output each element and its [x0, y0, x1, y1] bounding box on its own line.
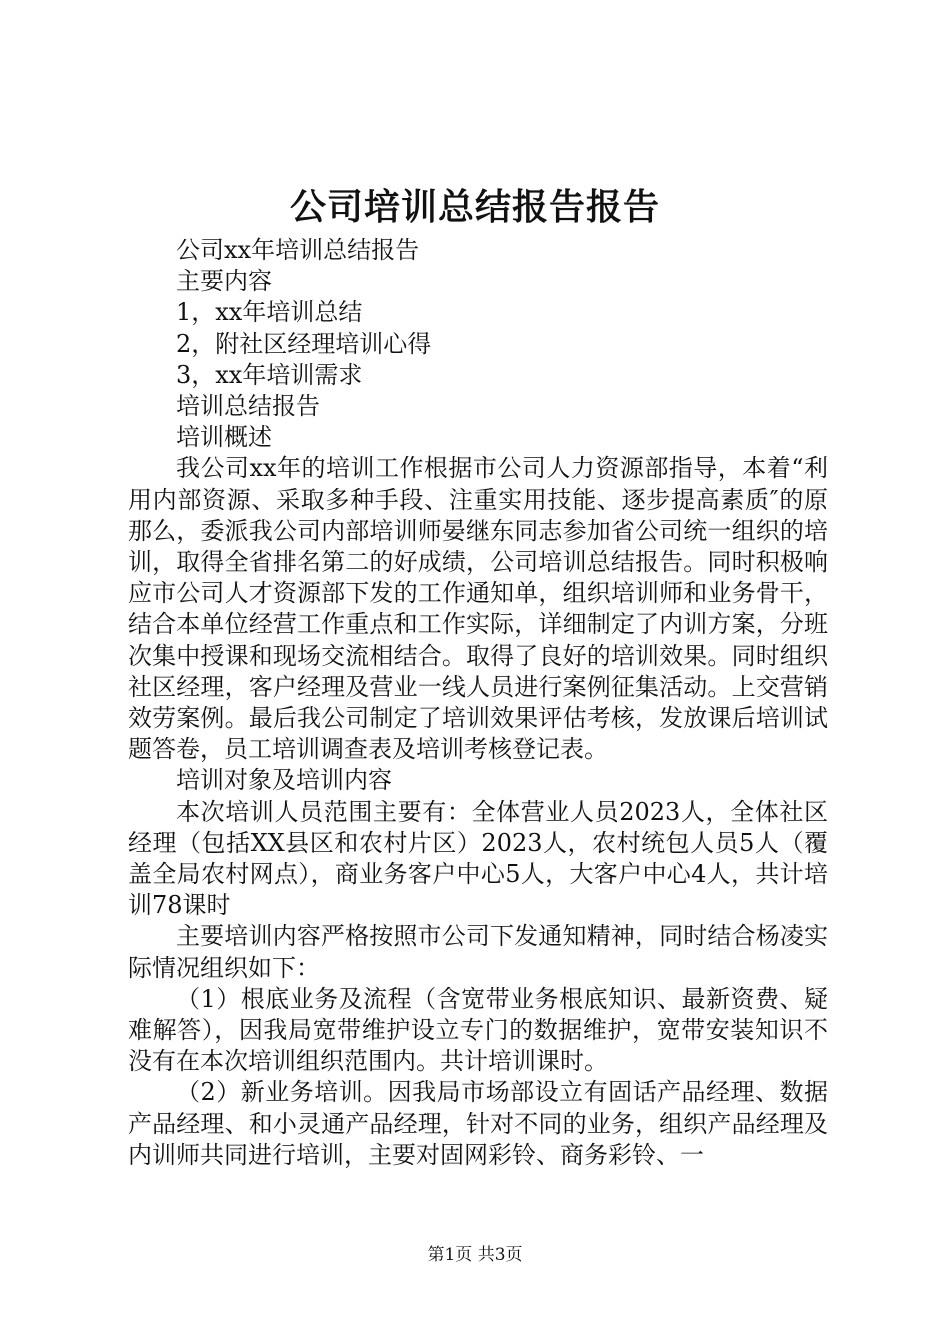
page-number: 第1页 共3页 [427, 1245, 523, 1265]
paragraph: 1，xx年培训总结 [176, 298, 363, 327]
paragraph: 培训总结报告 [176, 392, 320, 421]
paragraph: 培训概述 [176, 423, 272, 452]
paragraph: 我公司xx年的培训工作根据市公司人力资源部指导，本着“利用内部资源、采取多种手段、注重实用技能、逐步提高素质″的原那么，委派我公司内部培训师晏继东同志参加省公司统一组织的培训，取得全省排名第二的好成绩，公司培训总结报告。同时积极响应市公司人才资源部下发的工作通知单，组织培训师和业务骨干，结合本单位经营工作重点和工作实际，详细制定了内训方案，分班次集中授课和现场交流相结合。取得了良好的培训效果。同时组织社区经理，客户经理及营业一线人员进行案例征集活动。上交营销效劳案例。最后我公司制定了培训效果评估考核，发放课后培训试题答卷，员工培训调查表及培训考核登记表。 [128, 454, 828, 764]
paragraph: 培训对象及培训内容 [176, 766, 392, 795]
paragraph: （2）新业务培训。因我局市场部设立有固话产品经理、数据产品经理、和小灵通产品经理，针对不同的业务，组织产品经理及内训师共同进行培训，主要对固网彩铃、商务彩铃、一 [128, 1078, 828, 1169]
paragraph: 主要培训内容严格按照市公司下发通知精神，同时结合杨凌实际情况组织如下： [128, 922, 828, 982]
paragraph: 主要内容 [176, 267, 272, 296]
paragraph: （1）根底业务及流程（含宽带业务根底知识、最新资费、疑难解答），因我局宽带维护设立专门的数据维护，宽带安装知识不没有在本次培训组织范围内。共计培训课时。 [128, 984, 828, 1076]
paragraph: 本次培训人员范围主要有：全体营业人员2023人，全体社区经理（包括XX县区和农村片区）2023人，农村统包人员5人（覆盖全局农村网点），商业务客户中心5人，大客户中心4人，共计培训78课时 [128, 797, 828, 920]
document-title: 公司培训总结报告报告 [289, 187, 660, 228]
paragraph: 公司xx年培训总结报告 [176, 236, 420, 264]
paragraph: 2，附社区经理培训心得 [176, 329, 432, 358]
paragraph: 3，xx年培训需求 [176, 360, 363, 389]
document-body [128, 235, 828, 1171]
